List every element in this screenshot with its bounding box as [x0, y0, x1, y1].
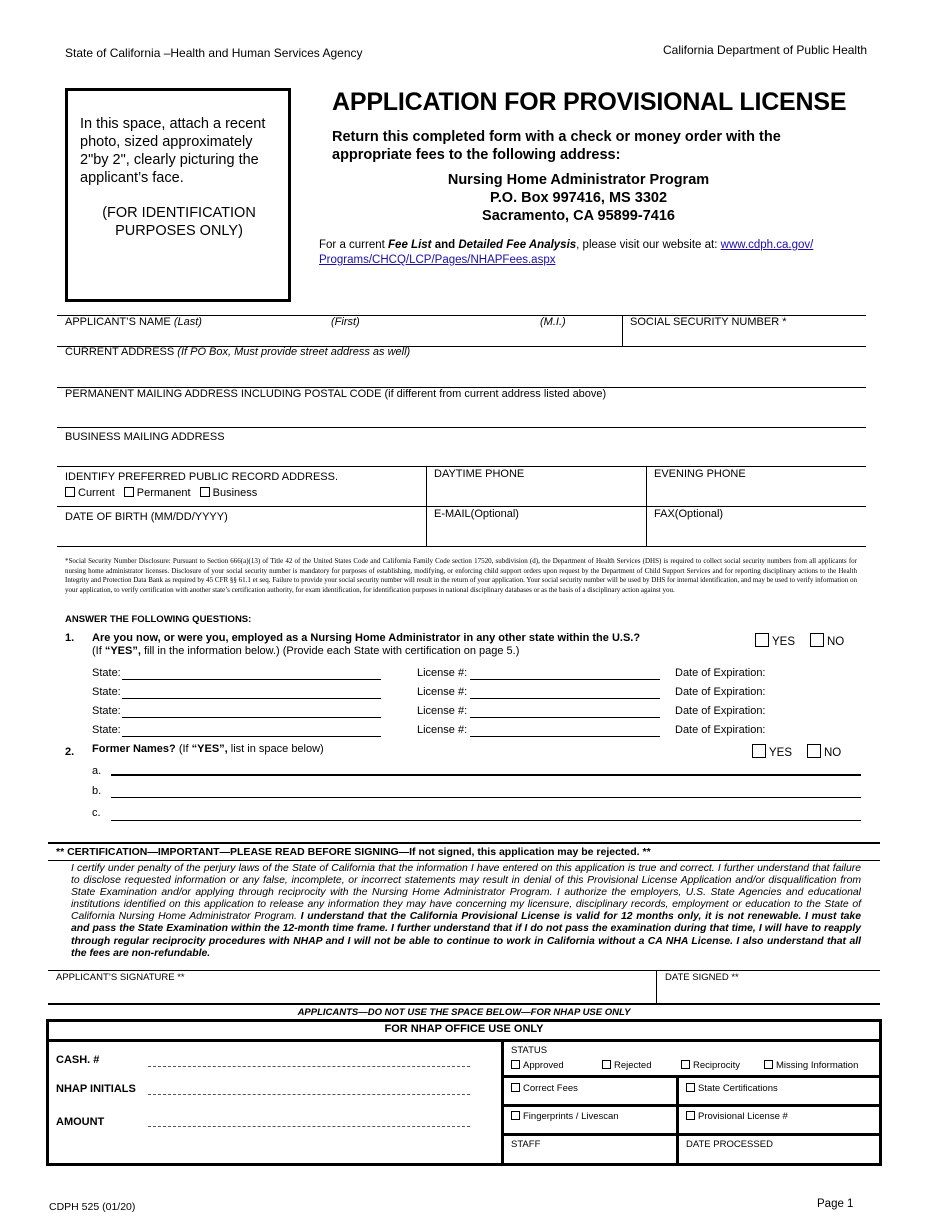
middle-initial-label: (M.I.): [540, 316, 566, 328]
certification-text: I certify under penalty of the perjury laws of the State of California that the information I have entered on this application is true and correct. I further understand that failure to disclose requested information or any false, incomplete, or incorrect statements may result in denial of this Provisional License Application and/or disqualification from State Examination and/or applying through reciprocity with the Nursing Home Administrator Program. I authorize the employers, U.S. State Agencies and educational institutions identified on this application to release any information they may have concerning my licensure, disciplinary records, employment or education to the State of California Nursing Home Administrator Program. I understand that the California Provisional License is valid for 12 months only, it is not renewable. I must take and pass the State Examination within the 12-month time frame. I further understand that if I do not pass the examination during that time, I will have to reapply through regular reciprocity procedures with NHAP and I will not be able to continue to work in California without a CA NHA License. I also understand that all the fees are non-refundable.: [71, 863, 861, 959]
return-instruction: Return this completed form with a check or money order with the appropriate fees to the following address:: [332, 129, 781, 163]
checkbox-icon[interactable]: [764, 1060, 773, 1069]
status-approved[interactable]: Approved: [511, 1060, 564, 1071]
department-name: California Department of Public Health: [663, 43, 868, 57]
checkbox-icon[interactable]: [200, 487, 210, 497]
checkbox-icon[interactable]: [810, 633, 824, 647]
address-line-1: Nursing Home Administrator Program: [447, 172, 710, 188]
daytime-phone-field[interactable]: DAYTIME PHONE: [434, 468, 525, 480]
status-reciprocity[interactable]: Reciprocity: [681, 1060, 740, 1071]
agency-name: State of California –Health and Human Services Agency: [65, 46, 363, 60]
q1-text: Are you now, or were you, employed as a Nursing Home Administrator in any other state within the U.S.?: [92, 632, 641, 644]
fee-website-link[interactable]: www.cdph.ca.gov/: [720, 239, 814, 251]
former-name-a-label: a.: [92, 765, 102, 777]
license-input[interactable]: [470, 717, 660, 718]
state-certifications-option[interactable]: State Certifications: [686, 1083, 778, 1094]
current-address-field[interactable]: CURRENT ADDRESS (If PO Box, Must provide street address as well): [65, 346, 411, 358]
mailing-address: [420, 171, 737, 225]
status-label: STATUS: [511, 1045, 548, 1056]
page-title: APPLICATION FOR PROVISIONAL LICENSE: [332, 88, 847, 116]
photo-purpose: (FOR IDENTIFICATION PURPOSES ONLY): [102, 205, 256, 239]
former-name-a-input[interactable]: [111, 774, 861, 776]
applicant-name-field[interactable]: APPLICANT’S NAME (Last): [65, 316, 202, 328]
first-name-label: (First): [331, 316, 360, 328]
checkbox-icon[interactable]: [755, 633, 769, 647]
q2-yes-option[interactable]: YES: [752, 744, 792, 759]
checkbox-icon[interactable]: [807, 744, 821, 758]
checkbox-icon[interactable]: [65, 487, 75, 497]
state-input[interactable]: [122, 717, 381, 718]
checkbox-icon[interactable]: [752, 744, 766, 758]
amount-label: AMOUNT: [56, 1116, 105, 1128]
nhap-initials-input[interactable]: [148, 1094, 470, 1095]
ssn-disclosure: *Social Security Number Disclosure: Pursuant to Section 666(a)(13) of Title 42 of the United States Code and California Family Code section 17520, subdivision (d), the Department of Health Services (DHS) is required to collect social security numbers from all applicants for nursing home administrator licenses. Disclosure of your social security number is mandatory for purposes of establishing, modifying, or enforcing child support orders upon request by the Department of Child Support Services and for reporting disciplinary actions to the Health Integrity and Protection Data Bank as required by 45 CFR §§ 61.1 et seq. Failure to provide your social security number will result in the return of your application. Your social security number will be used by DHS for internal identification, and may be used to verify information on your application, to verify certification with another state’s certification authority, for exam identification, for identification purposes in national disciplinary databases or as the basis of a disciplinary action against you.: [65, 557, 857, 594]
date-signed-field[interactable]: DATE SIGNED **: [665, 972, 739, 983]
provisional-license-option[interactable]: Provisional License #: [686, 1111, 788, 1122]
license-label: License #:: [417, 705, 468, 717]
certification-heading: ** CERTIFICATION—IMPORTANT—PLEASE READ BEFORE SIGNING—If not signed, this application may be rejected. **: [56, 846, 651, 858]
checkbox-icon[interactable]: [511, 1083, 520, 1092]
checkbox-icon[interactable]: [511, 1111, 520, 1120]
license-input[interactable]: [470, 736, 660, 737]
cash-input[interactable]: [148, 1066, 470, 1067]
state-input[interactable]: [122, 736, 381, 737]
license-label: License #:: [417, 724, 468, 736]
status-missing-info[interactable]: Missing Information: [764, 1060, 858, 1071]
expiration-label: Date of Expiration:: [675, 686, 766, 698]
former-name-b-label: b.: [92, 785, 102, 797]
q2-no-option[interactable]: NO: [807, 744, 841, 759]
checkbox-icon[interactable]: [511, 1060, 520, 1069]
ssn-field[interactable]: SOCIAL SECURITY NUMBER *: [630, 316, 787, 328]
page-number: Page 1: [817, 1198, 854, 1210]
state-input[interactable]: [122, 679, 381, 680]
checkbox-icon[interactable]: [602, 1060, 611, 1069]
state-label: State:: [92, 686, 121, 698]
checkbox-icon[interactable]: [124, 487, 134, 497]
photo-box[interactable]: [65, 88, 291, 302]
checkbox-icon[interactable]: [686, 1111, 695, 1120]
applicant-signature-field[interactable]: APPLICANT’S SIGNATURE **: [56, 972, 185, 983]
opt-business[interactable]: Business: [200, 487, 258, 499]
q1-subtext: (If “YES”, fill in the information below.) (Provide each State with certification on page 5.): [92, 645, 520, 657]
date-processed-field[interactable]: DATE PROCESSED: [686, 1139, 773, 1150]
expiration-label: Date of Expiration:: [675, 705, 766, 717]
expiration-label: Date of Expiration:: [675, 724, 766, 736]
opt-current[interactable]: Current: [65, 487, 115, 499]
address-line-2: P.O. Box 997416, MS 3302: [489, 190, 668, 206]
status-rejected[interactable]: Rejected: [602, 1060, 652, 1071]
checkbox-icon[interactable]: [681, 1060, 690, 1069]
public-record-options: [65, 487, 257, 499]
fee-website-link-cont[interactable]: Programs/CHCQ/LCP/Pages/NHAPFees.aspx: [319, 254, 556, 266]
checkbox-icon[interactable]: [686, 1083, 695, 1092]
form-id: CDPH 525 (01/20): [49, 1201, 136, 1213]
former-name-c-label: c.: [92, 807, 101, 819]
office-warning: APPLICANTS—DO NOT USE THE SPACE BELOW—FOR NHAP USE ONLY: [297, 1007, 631, 1018]
amount-input[interactable]: [148, 1126, 470, 1127]
photo-instruction: In this space, attach a recent photo, sized approximately 2"by 2", clearly picturing the applicant’s face.: [80, 116, 266, 186]
q2-text: Former Names? (If “YES”, list in space below): [92, 743, 324, 755]
public-record-label: IDENTIFY PREFERRED PUBLIC RECORD ADDRESS.: [65, 471, 339, 483]
correct-fees-option[interactable]: Correct Fees: [511, 1083, 578, 1094]
cash-label: CASH. #: [56, 1054, 100, 1066]
questions-heading: ANSWER THE FOLLOWING QUESTIONS:: [65, 614, 252, 625]
business-address-field[interactable]: BUSINESS MAILING ADDRESS: [65, 431, 225, 443]
q1-number: 1.: [65, 632, 75, 644]
q2-number: 2.: [65, 746, 75, 758]
opt-permanent[interactable]: Permanent: [124, 487, 191, 499]
fee-note: For a current Fee List and Detailed Fee Analysis, please visit our website at: www.cdph.ca.gov/ Programs/CHCQ/LCP/Pages/NHAPFees.aspx: [319, 239, 814, 266]
fingerprints-option[interactable]: Fingerprints / Livescan: [511, 1111, 619, 1122]
permanent-address-field[interactable]: PERMANENT MAILING ADDRESS INCLUDING POSTAL CODE (if different from current address listed above): [65, 388, 607, 400]
former-name-b-input[interactable]: [111, 797, 861, 798]
license-input[interactable]: [470, 679, 660, 680]
q1-no-option[interactable]: NO: [810, 633, 844, 648]
state-label: State:: [92, 667, 121, 679]
evening-phone-field[interactable]: EVENING PHONE: [654, 468, 746, 480]
state-input[interactable]: [122, 698, 381, 699]
license-label: License #:: [417, 667, 468, 679]
fax-field[interactable]: FAX(Optional): [654, 508, 724, 520]
expiration-label: Date of Expiration:: [675, 667, 766, 679]
dob-field[interactable]: DATE OF BIRTH (MM/DD/YYYY): [65, 511, 228, 523]
office-use-heading: FOR NHAP OFFICE USE ONLY: [384, 1023, 544, 1035]
license-label: License #:: [417, 686, 468, 698]
state-label: State:: [92, 724, 121, 736]
address-line-3: Sacramento, CA 95899-7416: [482, 208, 675, 224]
nhap-initials-label: NHAP INITIALS: [56, 1083, 136, 1095]
license-input[interactable]: [470, 698, 660, 699]
q1-yes-option[interactable]: YES: [755, 633, 795, 648]
state-label: State:: [92, 705, 121, 717]
email-field[interactable]: E-MAIL(Optional): [434, 508, 519, 520]
staff-field[interactable]: STAFF: [511, 1139, 541, 1150]
former-name-c-input[interactable]: [111, 820, 861, 821]
